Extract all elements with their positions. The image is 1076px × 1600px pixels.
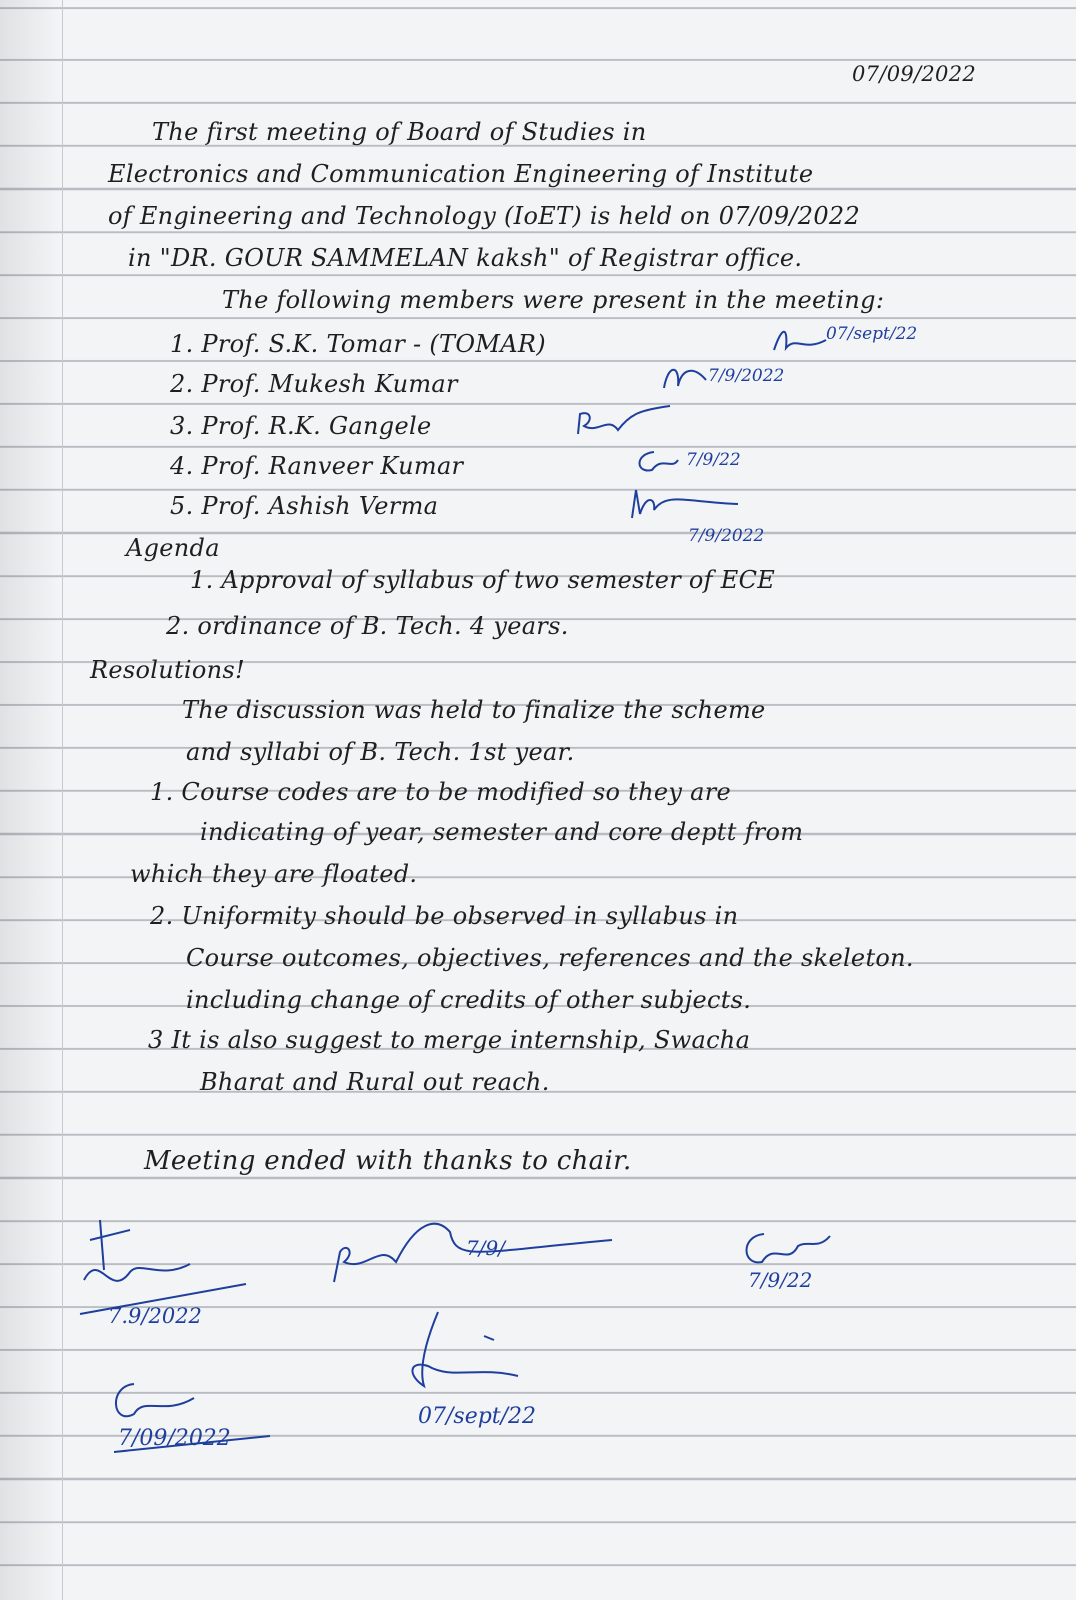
resolution-line-3: 1. Course codes are to be modified so they are xyxy=(150,778,732,806)
bottom-signature-4-date: 7/09/2022 xyxy=(118,1426,231,1451)
sign-date-member-4: 7/9/22 xyxy=(686,450,741,470)
sign-date-member-1: 07/sept/22 xyxy=(826,324,918,344)
resolution-line-10: Bharat and Rural out reach. xyxy=(200,1068,550,1096)
signature-member-1 xyxy=(770,322,830,356)
resolution-line-7: Course outcomes, objectives, references and the skeleton. xyxy=(186,944,914,972)
binding-shadow xyxy=(0,0,60,1600)
resolution-line-6: 2. Uniformity should be observed in syllabus in xyxy=(150,902,739,930)
resolution-line-5: which they are floated. xyxy=(130,860,418,888)
intro-line-1: The first meeting of Board of Studies in xyxy=(152,118,647,146)
signature-member-3 xyxy=(574,404,674,444)
margin-line xyxy=(62,0,63,1600)
member-5: 5. Prof. Ashish Verma xyxy=(170,492,439,520)
signature-member-4 xyxy=(632,446,682,478)
sign-date-member-2: 7/9/2022 xyxy=(708,366,785,386)
signature-member-5 xyxy=(626,484,746,524)
resolution-line-8: including change of credits of other subjects. xyxy=(186,986,752,1014)
member-1: 1. Prof. S.K. Tomar - (TOMAR) xyxy=(170,330,546,358)
resolution-line-9: 3 It is also suggest to merge internship, Swacha xyxy=(148,1026,751,1054)
intro-line-4: in "DR. GOUR SAMMELAN kaksh" of Registrar office. xyxy=(128,244,803,272)
meeting-date: 07/09/2022 xyxy=(852,62,977,86)
resolutions-heading: Resolutions! xyxy=(90,656,245,684)
members-intro: The following members were present in the meeting: xyxy=(222,286,885,314)
intro-line-3: of Engineering and Technology (IoET) is held on 07/09/2022 xyxy=(108,202,861,230)
member-3: 3. Prof. R.K. Gangele xyxy=(170,412,432,440)
resolution-line-4: indicating of year, semester and core deptt from xyxy=(200,818,804,846)
agenda-item-2: 2. ordinance of B. Tech. 4 years. xyxy=(166,612,569,640)
resolution-line-1: The discussion was held to finalize the scheme xyxy=(182,696,766,724)
bottom-signature-5 xyxy=(398,1306,548,1396)
agenda-item-1: 1. Approval of syllabus of two semester of ECE xyxy=(190,566,776,594)
bottom-signature-5-date: 07/sept/22 xyxy=(418,1404,537,1429)
member-4: 4. Prof. Ranveer Kumar xyxy=(170,452,464,480)
resolution-line-2: and syllabi of B. Tech. 1st year. xyxy=(186,738,575,766)
intro-line-2: Electronics and Communication Engineering of Institute xyxy=(108,160,814,188)
bottom-signature-3-date: 7/9/22 xyxy=(748,1268,813,1292)
bottom-signature-2-date: 7/9/ xyxy=(466,1236,505,1260)
closing-remark: Meeting ended with thanks to chair. xyxy=(144,1146,632,1176)
sign-date-member-5: 7/9/2022 xyxy=(688,526,765,546)
signature-member-2 xyxy=(660,358,710,394)
agenda-heading: Agenda xyxy=(126,534,220,562)
bottom-signature-1-date: 7.9/2022 xyxy=(108,1304,202,1328)
member-2: 2. Prof. Mukesh Kumar xyxy=(170,370,458,398)
